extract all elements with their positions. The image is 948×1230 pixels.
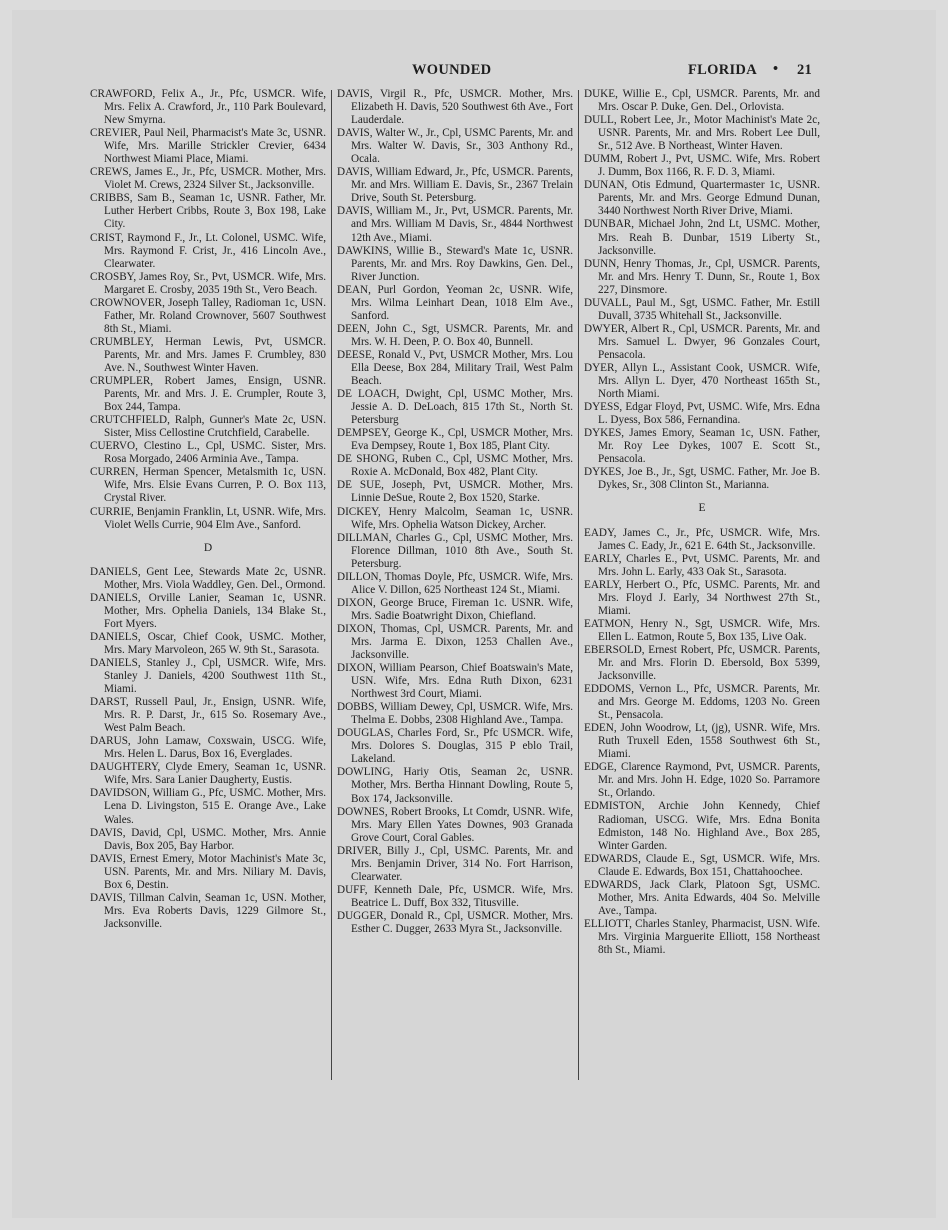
section-title: WOUNDED bbox=[412, 62, 492, 78]
section-letter-e: E bbox=[698, 502, 706, 515]
casualty-entry: DYESS, Edgar Floyd, Pvt, USMC. Wife, Mrs. Edna L. Dyess, Box 586, Fernandina. bbox=[584, 401, 820, 427]
entry-list bbox=[337, 88, 573, 936]
casualty-entry: CREWS, James E., Jr., Pfc, USMCR. Mother, Mrs. Violet M. Crews, 2324 Silver St., Jacksonville. bbox=[90, 166, 326, 192]
casualty-entry: DULL, Robert Lee, Jr., Motor Machinist's Mate 2c, USNR. Parents, Mr. and Mrs. Robert Lee Dull, Sr., 512 Ave. B Northeast, Winter Haven. bbox=[584, 114, 820, 153]
casualty-entry: CREVIER, Paul Neil, Pharmacist's Mate 3c, USNR. Wife, Mrs. Marille Strickler Crevier, 6434 Northwest Miami Place, Miami. bbox=[90, 127, 326, 166]
casualty-entry: DANIELS, Gent Lee, Stewards Mate 2c, USNR. Mother, Mrs. Viola Waddley, Gen. Del., Ormond. bbox=[90, 565, 326, 591]
casualty-entry: CRAWFORD, Felix A., Jr., Pfc, USMCR. Wife, Mrs. Felix A. Crawford, Jr., 110 Park Boulevard, New Smyrna. bbox=[90, 88, 326, 127]
entry-list bbox=[584, 88, 820, 492]
casualty-entry: DILLON, Thomas Doyle, Pfc, USMCR. Wife, Mrs. Alice V. Dillon, 625 Northeast 124 St., Miami. bbox=[337, 570, 573, 596]
casualty-entry: DRIVER, Billy J., Cpl, USMC. Parents, Mr. and Mrs. Benjamin Driver, 314 No. Fort Harrison, Clearwater. bbox=[337, 844, 573, 883]
casualty-entry: DUNN, Henry Thomas, Jr., Cpl, USMCR. Parents, Mr. and Mrs. Henry T. Dunn, Sr., Route 1, Box 227, Dinsmore. bbox=[584, 257, 820, 296]
casualty-entry: EDWARDS, Jack Clark, Platoon Sgt, USMC. Mother, Mrs. Anita Edwards, 404 So. Melville Ave., Tampa. bbox=[584, 878, 820, 917]
casualty-entry: DOBBS, William Dewey, Cpl, USMCR. Wife, Mrs. Thelma E. Dobbs, 2308 Highland Ave., Tampa. bbox=[337, 701, 573, 727]
casualty-entry: DICKEY, Henry Malcolm, Seaman 1c, USNR. Wife, Mrs. Ophelia Watson Dickey, Archer. bbox=[337, 505, 573, 531]
casualty-entry: DEAN, Purl Gordon, Yeoman 2c, USNR. Wife, Mrs. Wilma Leinhart Dean, 1018 Elm Ave., Sanford. bbox=[337, 283, 573, 322]
casualty-entry: DUKE, Willie E., Cpl, USMCR. Parents, Mr. and Mrs. Oscar P. Duke, Gen. Del., Orlovista. bbox=[584, 88, 820, 114]
casualty-entry: EDDOMS, Vernon L., Pfc, USMCR. Parents, Mr. and Mrs. George M. Eddoms, 1203 No. Green St., Pensacola. bbox=[584, 683, 820, 722]
casualty-entry: CURREN, Herman Spencer, Metalsmith 1c, USN. Wife, Mrs. Elsie Evans Curren, P. O. Box 113, Crystal River. bbox=[90, 466, 326, 505]
casualty-entry: EDWARDS, Claude E., Sgt, USMCR. Wife, Mrs. Claude E. Edwards, Box 151, Chattahoochee. bbox=[584, 852, 820, 878]
casualty-entry: DOWNES, Robert Brooks, Lt Comdr, USNR. Wife, Mrs. Mary Ellen Yates Downes, 903 Granada Grove Court, Coral Gables. bbox=[337, 805, 573, 844]
column-3 bbox=[584, 88, 820, 957]
casualty-entry: DAWKINS, Willie B., Steward's Mate 1c, USNR. Parents, Mr. and Mrs. Roy Dawkins, Gen. Del., River Junction. bbox=[337, 244, 573, 283]
column-rule-right bbox=[578, 90, 579, 1080]
casualty-entry: CRUMPLER, Robert James, Ensign, USNR. Parents, Mr. and Mrs. J. E. Crumpler, Route 3, Box 244, Tampa. bbox=[90, 375, 326, 414]
bullet-separator: • bbox=[773, 61, 779, 77]
casualty-entry: CRIST, Raymond F., Jr., Lt. Colonel, USMC. Wife, Mrs. Raymond F. Crist, Jr., 416 Lincoln Ave., Clearwater. bbox=[90, 231, 326, 270]
casualty-entry: EDMISTON, Archie John Kennedy, Chief Radioman, USCG. Wife, Mrs. Edna Bonita Edmiston, 148 No. Highland Ave., Box 285, Winter Garden. bbox=[584, 800, 820, 852]
casualty-entry: DIXON, William Pearson, Chief Boatswain's Mate, USN. Wife, Mrs. Edna Ruth Dixon, 6231 Northwest 3rd Court, Miami. bbox=[337, 662, 573, 701]
casualty-entry: DYKES, James Emory, Seaman 1c, USN. Father, Mr. Roy Lee Dykes, 1007 E. Scott St., Pensacola. bbox=[584, 427, 820, 466]
entry-list bbox=[584, 527, 820, 958]
casualty-entry: DYER, Allyn L., Assistant Cook, USMCR. Wife, Mrs. Allyn L. Dyer, 470 Northeast 165th St., North Miami. bbox=[584, 361, 820, 401]
casualty-entry: DAVIS, William Edward, Jr., Pfc, USMCR. Parents, Mr. and Mrs. William E. Davis, Sr., 2367 Trelain Drive, South St. Petersburg. bbox=[337, 166, 573, 205]
column-1 bbox=[90, 88, 326, 931]
casualty-entry: CROSBY, James Roy, Sr., Pvt, USMCR. Wife, Mrs. Margaret E. Crosby, 2035 19th St., Vero Beach. bbox=[90, 270, 326, 296]
casualty-entry: DAVIS, Ernest Emery, Motor Machinist's Mate 3c, USN. Parents, Mr. and Mrs. Niliary M. Davis, Box 6, Destin. bbox=[90, 852, 326, 891]
casualty-entry: ELLIOTT, Charles Stanley, Pharmacist, USN. Wife. Mrs. Virginia Marguerite Elliott, 158 Northeast 8th St., Miami. bbox=[584, 917, 820, 956]
casualty-entry: CURRIE, Benjamin Franklin, Lt, USNR. Wife, Mrs. Violet Wells Currie, 904 Elm Ave., Sanford. bbox=[90, 505, 326, 531]
casualty-entry: CRUTCHFIELD, Ralph, Gunner's Mate 2c, USN. Sister, Miss Cellostine Crutchfield, Carabelle. bbox=[90, 414, 326, 440]
casualty-entry: DARST, Russell Paul, Jr., Ensign, USNR. Wife, Mrs. R. P. Darst, Jr., 615 So. Rosemary Ave., West Palm Beach. bbox=[90, 696, 326, 735]
entry-list bbox=[90, 566, 326, 931]
casualty-entry: DIXON, Thomas, Cpl, USMCR. Parents, Mr. and Mrs. Jarma E. Dixon, 1253 Challen Ave., Jacksonville. bbox=[337, 622, 573, 662]
casualty-entry: EBERSOLD, Ernest Robert, Pfc, USMCR. Parents, Mr. and Mrs. Florin D. Ebersold, Box 5399, Jacksonville. bbox=[584, 643, 820, 683]
casualty-entry: CRIBBS, Sam B., Seaman 1c, USNR. Father, Mr. Luther Herbert Cribbs, Route 3, Box 198, Lake City. bbox=[90, 192, 326, 231]
entry-list bbox=[90, 88, 326, 532]
casualty-entry: CUERVO, Clestino L., Cpl, USMC. Sister, Mrs. Rosa Morgado, 2406 Arminia Ave., Tampa. bbox=[90, 440, 326, 466]
casualty-entry: EDEN, John Woodrow, Lt, (jg), USNR. Wife, Mrs. Ruth Truxell Eden, 1558 Southwest 6th St., Miami. bbox=[584, 722, 820, 761]
casualty-entry: DANIELS, Oscar, Chief Cook, USMC. Mother, Mrs. Mary Marvoleon, 265 W. 9th St., Sarasota. bbox=[90, 630, 326, 656]
casualty-entry: DAVIS, William M., Jr., Pvt, USMCR. Parents, Mr. and Mrs. William M Davis, Sr., 4844 Northwest 12th Ave., Miami. bbox=[337, 205, 573, 244]
page-number: 21 bbox=[797, 62, 813, 78]
casualty-entry: DEMPSEY, George K., Cpl, USMCR Mother, Mrs. Eva Dempsey, Route 1, Box 185, Plant City. bbox=[337, 427, 573, 453]
casualty-entry: DUNAN, Otis Edmund, Quartermaster 1c, USNR. Parents, Mr. and Mrs. George Edmund Dunan, 3440 Northwest North River Drive, Miami. bbox=[584, 179, 820, 218]
casualty-entry: DYKES, Joe B., Jr., Sgt, USMC. Father, Mr. Joe B. Dykes, Sr., 308 Clinton St., Marianna. bbox=[584, 466, 820, 492]
casualty-entry: DE LOACH, Dwight, Cpl, USMC Mother, Mrs. Jessie A. D. DeLoach, 815 17th St., North St. Petersburg bbox=[337, 388, 573, 427]
casualty-entry: DAUGHTERY, Clyde Emery, Seaman 1c, USNR. Wife, Mrs. Sara Lanier Daugherty, Eustis. bbox=[90, 761, 326, 787]
casualty-entry: DAVIS, David, Cpl, USMC. Mother, Mrs. Annie Davis, Box 205, Bay Harbor. bbox=[90, 826, 326, 852]
casualty-entry: DAVIS, Tillman Calvin, Seaman 1c, USN. Mother, Mrs. Eva Roberts Davis, 1229 Gilmore St., Jacksonville. bbox=[90, 891, 326, 930]
casualty-entry: EATMON, Henry N., Sgt, USMCR. Wife, Mrs. Ellen L. Eatmon, Route 5, Box 135, Live Oak. bbox=[584, 617, 820, 643]
casualty-entry: CROWNOVER, Joseph Talley, Radioman 1c, USN. Father, Mr. Roland Crownover, 5607 Southwest 8th St., Miami. bbox=[90, 296, 326, 335]
casualty-entry: DE SUE, Joseph, Pvt, USMCR. Mother, Mrs. Linnie DeSue, Route 2, Box 1520, Starke. bbox=[337, 479, 573, 505]
casualty-entry: DILLMAN, Charles G., Cpl, USMC Mother, Mrs. Florence Dillman, 1010 8th Ave., South St. Petersburg. bbox=[337, 531, 573, 570]
column-rule-left bbox=[331, 90, 332, 1080]
casualty-entry: DUFF, Kenneth Dale, Pfc, USMCR. Wife, Mrs. Beatrice L. Duff, Box 332, Titusville. bbox=[337, 883, 573, 909]
casualty-entry: DUGGER, Donald R., Cpl, USMCR. Mother, Mrs. Esther C. Dugger, 2633 Myra St., Jacksonville. bbox=[337, 909, 573, 935]
casualty-entry: DANIELS, Orville Lanier, Seaman 1c, USNR. Mother, Mrs. Ophelia Daniels, 134 Blake St., Fort Myers. bbox=[90, 591, 326, 630]
column-2 bbox=[337, 88, 573, 936]
casualty-entry: DAVIDSON, William G., Pfc, USMC. Mother, Mrs. Lena D. Livingston, 515 E. Orange Ave., Lake Wales. bbox=[90, 787, 326, 826]
casualty-entry: DIXON, George Bruce, Fireman 1c. USNR. Wife, Mrs. Sadie Boatwright Dixon, Chiefland. bbox=[337, 596, 573, 622]
casualty-entry: EDGE, Clarence Raymond, Pvt, USMCR. Parents, Mr. and Mrs. John H. Edge, 1020 So. Parramore St., Orlando. bbox=[584, 761, 820, 800]
casualty-entry: DE SHONG, Ruben C., Cpl, USMC Mother, Mrs. Roxie A. McDonald, Box 482, Plant City. bbox=[337, 453, 573, 479]
casualty-entry: DUVALL, Paul M., Sgt, USMC. Father, Mr. Estill Duvall, 3735 Whitehall St., Jacksonville. bbox=[584, 296, 820, 322]
page-header bbox=[0, 62, 948, 84]
casualty-entry: EADY, James C., Jr., Pfc, USMCR. Wife, Mrs. James C. Eady, Jr., 621 E. 64th St., Jacksonville. bbox=[584, 526, 820, 552]
casualty-entry: EARLY, Charles E., Pvt, USMC. Parents, Mr. and Mrs. John L. Early, 433 Oak St., Sarasota. bbox=[584, 552, 820, 578]
casualty-entry: DOWLING, Hariy Otis, Seaman 2c, USNR. Mother, Mrs. Bertha Hinnant Dowling, Route 5, Box 174, Jacksonville. bbox=[337, 766, 573, 805]
casualty-entry: DWYER, Albert R., Cpl, USMCR. Parents, Mr. and Mrs. Samuel L. Dwyer, 96 Gonzales Court, Pensacola. bbox=[584, 322, 820, 361]
casualty-entry: DOUGLAS, Charles Ford, Sr., Pfc USMCR. Wife, Mrs. Dolores S. Douglas, 315 P eblo Trail, Lakeland. bbox=[337, 727, 573, 766]
casualty-entry: DUNBAR, Michael John, 2nd Lt, USMC. Mother, Mrs. Reah B. Dunbar, 1519 Liberty St., Jacksonville. bbox=[584, 218, 820, 257]
casualty-entry: EARLY, Herbert O., Pfc, USMC. Parents, Mr. and Mrs. Floyd J. Early, 34 Northwest 27th St., Miami. bbox=[584, 578, 820, 617]
casualty-entry: DEESE, Ronald V., Pvt, USMCR Mother, Mrs. Lou Ella Deese, Box 284, Military Trail, West Palm Beach. bbox=[337, 348, 573, 388]
casualty-entry: DAVIS, Walter W., Jr., Cpl, USMC Parents, Mr. and Mrs. Walter W. Davis, Sr., 303 Anthony Rd., Ocala. bbox=[337, 127, 573, 166]
casualty-entry: DANIELS, Stanley J., Cpl, USMCR. Wife, Mrs. Stanley J. Daniels, 4200 Southwest 11th St., Miami. bbox=[90, 656, 326, 696]
casualty-entry: CRUMBLEY, Herman Lewis, Pvt, USMCR. Parents, Mr. and Mrs. James F. Crumbley, 830 Ave. N., Southwest Winter Haven. bbox=[90, 335, 326, 374]
section-letter-d: D bbox=[203, 541, 213, 554]
casualty-entry: DARUS, John Lamaw, Coxswain, USCG. Wife, Mrs. Helen L. Darus, Box 16, Everglades. bbox=[90, 735, 326, 761]
casualty-entry: DUMM, Robert J., Pvt, USMC. Wife, Mrs. Robert J. Dumm, Box 1166, R. F. D. 3, Miami. bbox=[584, 153, 820, 179]
casualty-entry: DAVIS, Virgil R., Pfc, USMCR. Mother, Mrs. Elizabeth H. Davis, 520 Southwest 6th Ave., Fort Lauderdale. bbox=[337, 88, 573, 127]
casualty-entry: DEEN, John C., Sgt, USMCR. Parents, Mr. and Mrs. W. H. Deen, P. O. Box 40, Bunnell. bbox=[337, 322, 573, 348]
state-name: FLORIDA bbox=[688, 62, 757, 78]
